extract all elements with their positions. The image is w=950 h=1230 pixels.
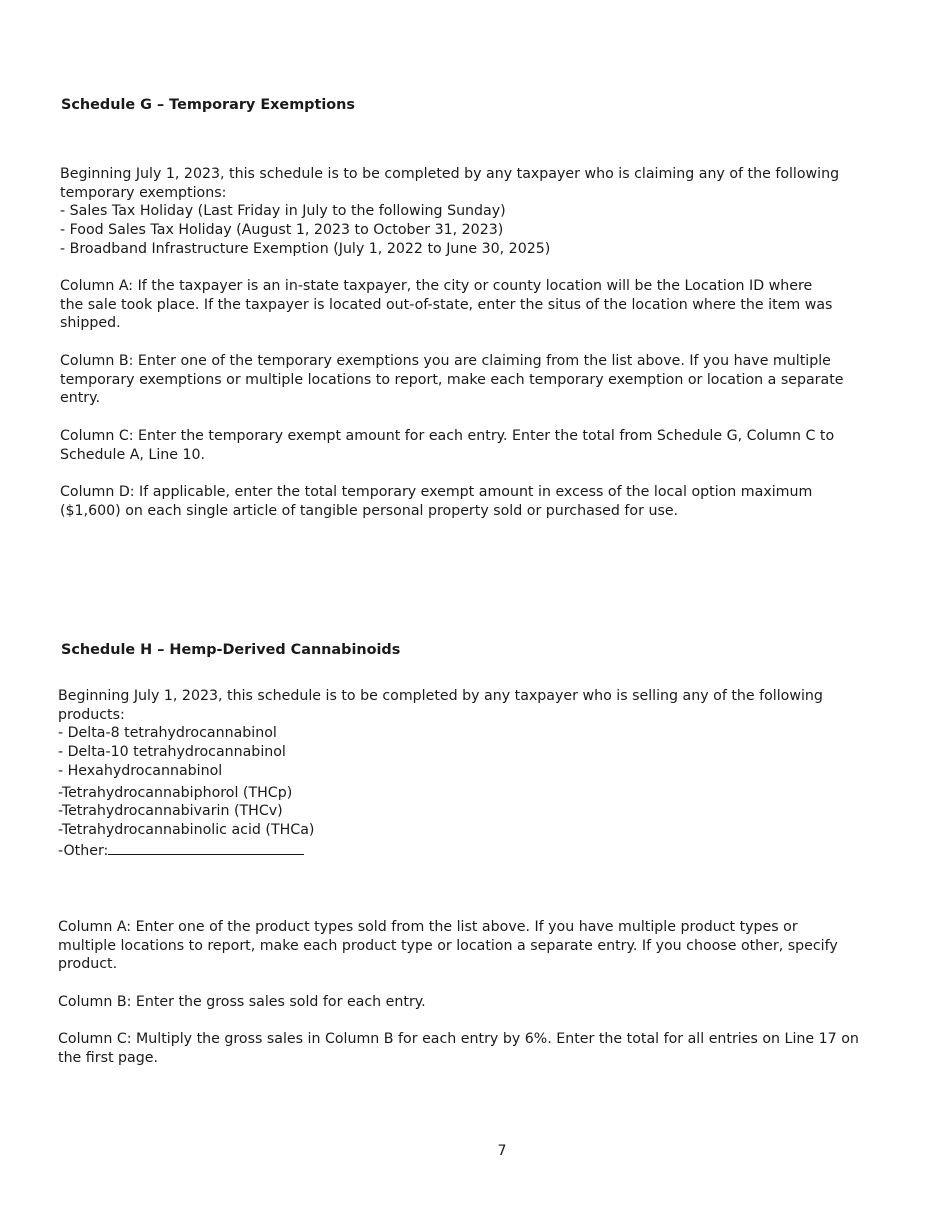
column-a-line: Column A: If the taxpayer is an in-state taxpayer, the city or county location will be the Location ID where [60,278,813,294]
schedule-g-column-a [60,277,875,333]
schedule-h-intro-line: Beginning July 1, 2023, this schedule is to be completed by any taxpayer who is selling any of the following [58,688,823,704]
column-b-line: Column B: Enter one of the temporary exemptions you are claiming from the list above. If you have multiple [60,353,831,369]
schedule-g-column-d [60,483,875,520]
schedule-g-intro-line: Beginning July 1, 2023, this schedule is to be completed by any taxpayer who is claiming any of the following [60,166,840,182]
column-b-line: temporary exemptions or multiple locations to report, make each temporary exemption or location a separate [60,371,844,388]
schedule-g-column-c [60,427,875,464]
column-a-line: the sale took place. If the taxpayer is located out-of-state, enter the situs of the location where the item was [60,296,833,313]
page-number: 7 [497,1143,507,1159]
column-a-line: Column A: Enter one of the product types sold from the list above. If you have multiple product types or [58,919,798,935]
product-list-item: -Tetrahydrocannabiphorol (THCp) [58,784,293,801]
column-a-line: multiple locations to report, make each product type or location a separate entry. If you choose other, specify [58,937,838,954]
schedule-g-intro-line: temporary exemptions: [60,184,227,201]
schedule-h-column-a [58,918,873,974]
schedule-g-intro [60,165,875,259]
column-c-line: Column C: Multiply the gross sales in Column B for each entry by 6%. Enter the total for all entries on Line 17 on [58,1031,859,1047]
schedule-h-heading: Schedule H – Hemp-Derived Cannabinoids [61,642,401,658]
product-list-item: - Delta-10 tetrahydrocannabinol [58,744,286,761]
column-d-line: ($1,600) on each single article of tangible personal property sold or purchased for use. [60,502,679,519]
schedule-g-column-b [60,352,875,408]
product-list-item: -Tetrahydrocannabinolic acid (THCa) [58,821,315,838]
schedule-h-column-c [58,1030,873,1067]
column-c-line: Schedule A, Line 10. [60,446,206,463]
schedule-h-column-b [58,993,873,1012]
exemption-list-item: - Broadband Infrastructure Exemption (July 1, 2022 to June 30, 2025) [60,240,551,257]
other-label: -Other: [58,842,109,859]
exemption-list-item: - Food Sales Tax Holiday (August 1, 2023 to October 31, 2023) [60,222,504,239]
column-d-line: Column D: If applicable, enter the total temporary exempt amount in excess of the local option maximum [60,484,813,500]
column-b-line: Column B: Enter the gross sales sold for each entry. [58,994,426,1010]
column-a-line: product. [58,956,118,973]
exemption-list-item: - Sales Tax Holiday (Last Friday in July to the following Sunday) [60,203,506,220]
product-list-item: - Delta-8 tetrahydrocannabinol [58,725,277,742]
schedule-h-intro-line: products: [58,706,125,723]
product-list-item: - Hexahydrocannabinol [58,762,223,779]
column-a-line: shipped. [60,315,121,332]
column-c-line: Column C: Enter the temporary exempt amount for each entry. Enter the total from Schedule G, Column C to [60,428,835,444]
product-list-item-other [58,840,873,861]
product-list-item: -Tetrahydrocannabivarin (THCv) [58,803,283,820]
schedule-g-heading: Schedule G – Temporary Exemptions [61,97,355,113]
column-c-line: the first page. [58,1049,158,1066]
schedule-h-intro [58,687,873,860]
other-blank-line [108,840,304,855]
column-b-line: entry. [60,390,100,407]
